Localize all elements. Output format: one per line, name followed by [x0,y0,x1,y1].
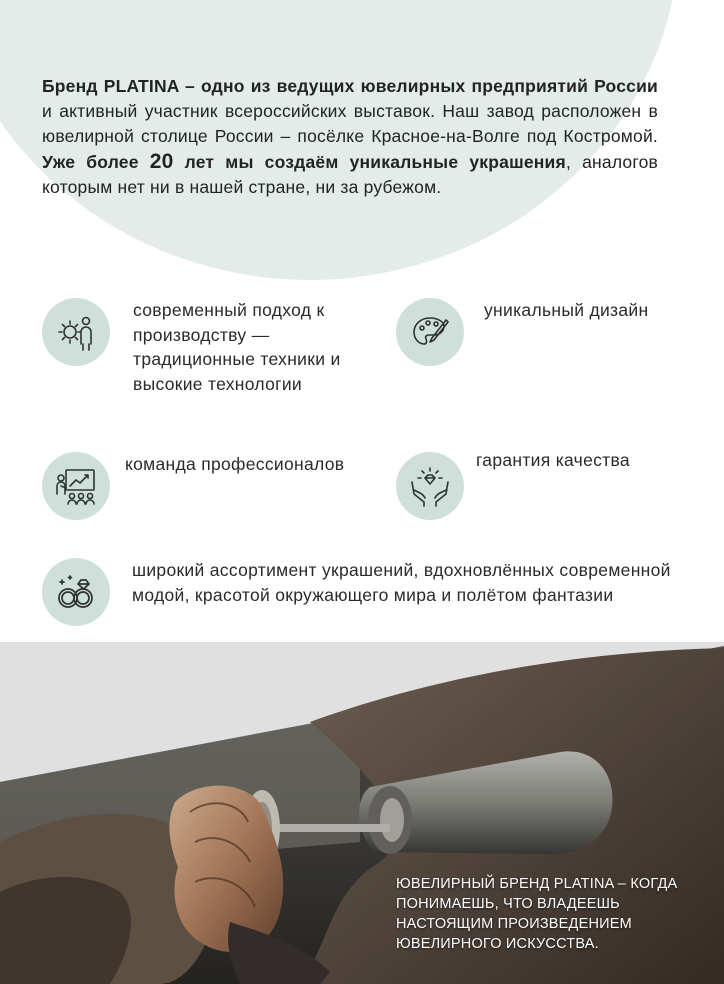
feature-team [42,452,362,520]
rings-icon [42,558,110,626]
intro-highlight-a: Уже более [42,152,150,172]
feature-unique-design [396,298,696,366]
feature-text: широкий ассортимент украшений, вдохновлённых современной модой, красотой окружающего мира и полётом фантазии [132,560,671,605]
intro-paragraph [42,74,658,200]
intro-text-2: , аналогов которым нет ни в нашей стране, ни за рубежом. [42,152,658,197]
photo-caption: ЮВЕЛИРНЫЙ БРЕНД PLATINA – КОГДА ПОНИМАЕШЬ, ЧТО ВЛАДЕЕШЬ НАСТОЯЩИМ ПРОИЗВЕДЕНИЕМ ЮВЕЛИРНОГО ИСКУССТВА. [396,876,678,952]
feature-text: современный подход к производству — традиционные техники и высокие технологии [133,300,341,394]
intro-brand-lead: Бренд PLATINA – одно из ведущих ювелирных предприятий России [42,76,658,96]
team-presentation-icon [42,452,110,520]
feature-text: команда профессионалов [125,454,345,474]
palette-icon [396,298,464,366]
feature-quality [396,452,696,520]
feature-text: гарантия качества [476,450,630,470]
intro-text-1: и активный участник всероссийских выставок. Наш завод расположен в ювелирной столице России – посёлке Красное-на-Волге под Костромой. [42,101,658,146]
intro-highlight-b: лет мы создаём уникальные украшения [173,152,566,172]
feature-modern-approach [42,298,362,396]
feature-assortment [42,558,682,626]
gear-worker-icon [42,298,110,366]
feature-text: уникальный дизайн [484,300,649,320]
hands-diamond-icon [396,452,464,520]
intro-years: 20 [149,150,174,173]
